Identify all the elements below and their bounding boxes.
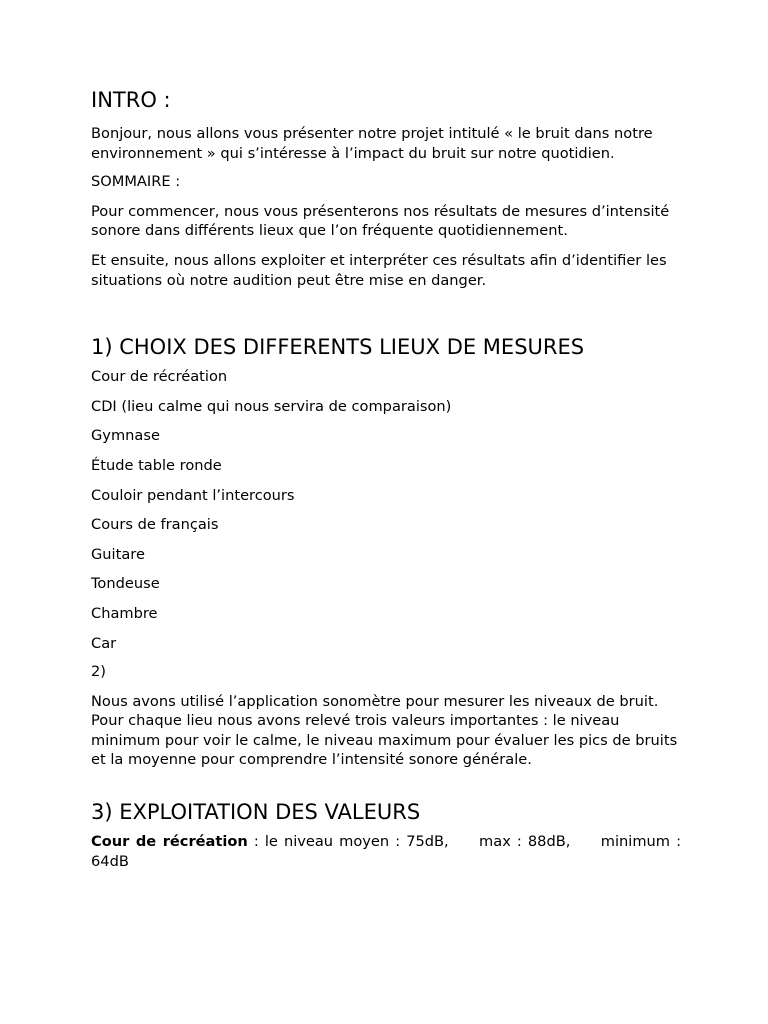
intro-paragraph: Bonjour, nous allons vous présenter notre projet intitulé « le bruit dans notre environnement » qui s’intéresse à l’impact du bruit sur notre quotidien. [91,125,653,162]
section3-heading: 3) EXPLOITATION DES VALEURS [91,800,421,825]
list-item: Chambre [91,604,158,622]
list-item: Couloir pendant l’intercours [91,486,295,504]
section1-heading: 1) CHOIX DES DIFFERENTS LIEUX DE MESURES [91,335,585,360]
list-item: Car [91,634,117,652]
sommaire-paragraph-2: Et ensuite, nous allons exploiter et interpréter ces résultats afin d’identifier les situations où notre audition peut être mise en danger. [91,251,667,289]
entry-values: : le niveau moyen : 75dB, max : 88dB, minimum : 64dB [91,833,686,870]
measurement-entry [91,832,686,871]
list-item: Étude table ronde [91,456,222,474]
list-item: Guitare [91,545,145,563]
list-item: Cours de français [91,516,219,534]
list-item: Tondeuse [91,575,160,593]
sommaire-label: SOMMAIRE : [91,173,181,191]
list-item: Cour de récréation [91,368,228,386]
document-page [91,84,686,871]
list-item: Gymnase [91,427,160,445]
entry-place-label: Cour de récréation [91,833,248,851]
list-item: CDI (lieu calme qui nous servira de comparaison) [91,397,452,415]
intro-heading: INTRO : [91,88,171,112]
section2-heading: 2) [91,663,106,681]
places-list [91,367,681,653]
sommaire-paragraph-1: Pour commencer, nous vous présenterons nos résultats de mesures d’intensité sonore dans différents lieux que l’on fréquente quotidiennement. [91,202,670,240]
section2-paragraph: Nous avons utilisé l’application sonomètre pour mesurer les niveaux de bruit. Pour chaque lieu nous avons relevé trois valeurs importantes : le niveau minimum pour voir le calme, le niveau maximum pour évaluer les pics de bruits et la moyenne pour comprendre l’intensité sonore générale. [91,692,678,769]
